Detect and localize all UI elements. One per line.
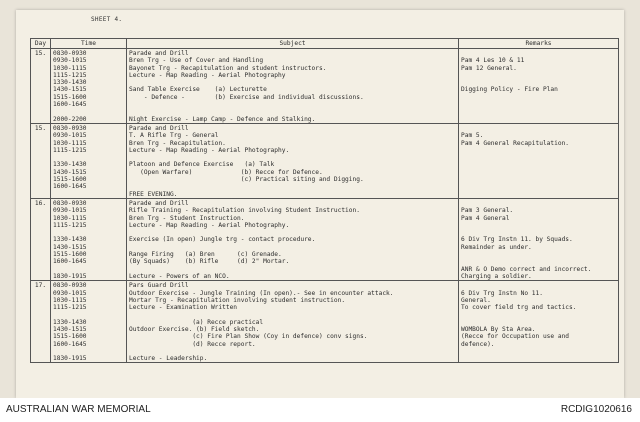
- subject-line: Lecture - Leadership.: [129, 355, 208, 363]
- table-row: [31, 123, 619, 198]
- remarks-line: [461, 50, 616, 57]
- subject-line: Range Firing (a) Bren (c) Grenade.: [129, 251, 282, 259]
- remarks-line: To cover field trg and tactics.: [461, 304, 577, 312]
- time-line: [53, 348, 124, 355]
- time-line: [53, 311, 124, 318]
- remarks-line: Pam 4 General Recapitulation.: [461, 139, 570, 147]
- subject-line: Lecture - Powers of an NCO.: [129, 272, 230, 280]
- table-header-row: [31, 39, 619, 49]
- time-line: 1515-1600: [53, 251, 87, 259]
- subject-line: [129, 348, 456, 355]
- remarks-cell: [459, 281, 619, 363]
- time-line: [53, 154, 124, 161]
- remarks-line: [461, 200, 616, 207]
- time-line: 0930-1015: [53, 289, 87, 297]
- remarks-line: [461, 79, 616, 86]
- subject-line: (Open Warfare) (b) Recce for Defence.: [129, 168, 323, 176]
- time-line: 1430-1515: [53, 168, 87, 176]
- remarks-line: 6 Div Trg Instn No 11.: [461, 289, 543, 297]
- subject-line: [129, 101, 456, 108]
- remarks-line: ANR & O Demo correct and incorrect.: [461, 265, 592, 273]
- day-cell: 17.: [31, 281, 51, 363]
- remarks-line: [461, 147, 616, 154]
- subject-line: [129, 311, 456, 318]
- remarks-line: 6 Div Trg Instn 11. by Squads.: [461, 236, 573, 244]
- time-line: 1600-1645: [53, 340, 87, 348]
- remarks-line: [461, 355, 616, 362]
- subject-line: (c) Practical siting and Digging.: [129, 176, 364, 184]
- remarks-line: [461, 282, 616, 289]
- time-line: 1430-1515: [53, 325, 87, 333]
- subject-line: Platoon and Defence Exercise (a) Talk: [129, 161, 275, 169]
- subject-line: Exercise (In open) Jungle trg - contact procedure.: [129, 236, 316, 244]
- remarks-line: [461, 176, 616, 183]
- subject-line: [129, 266, 456, 273]
- remarks-line: (Recce for Occupation use and: [461, 333, 570, 341]
- time-line: 1330-1430: [53, 318, 87, 326]
- subject-line: FREE EVENING.: [129, 190, 178, 198]
- time-line: 1030-1115: [53, 64, 87, 72]
- table-row: [31, 49, 619, 124]
- subject-cell: [127, 123, 459, 198]
- subject-line: Outdoor Exercise. (b) Field sketch.: [129, 325, 260, 333]
- remarks-line: [461, 169, 616, 176]
- time-line: 0830-0930: [53, 124, 87, 132]
- subject-line: Outdoor Exercise - Jungle Training (In open).- See in encounter attack.: [129, 289, 394, 297]
- subject-line: (a) Recce practical: [129, 318, 264, 326]
- time-line: [53, 108, 124, 115]
- remarks-line: [461, 258, 616, 265]
- header-subject: Subject: [127, 39, 459, 49]
- remarks-line: WOMBOLA By Sta Area.: [461, 325, 536, 333]
- day-cell: 16.: [31, 198, 51, 280]
- time-line: 0930-1015: [53, 207, 87, 215]
- remarks-line: [461, 101, 616, 108]
- subject-line: [129, 183, 456, 190]
- remarks-cell: [459, 123, 619, 198]
- remarks-cell: [459, 49, 619, 124]
- subject-line: (d) Recce report.: [129, 340, 256, 348]
- remarks-cell: [459, 198, 619, 280]
- subject-line: Parade and Drill: [129, 124, 189, 132]
- syllabus-table: [30, 38, 619, 363]
- subject-line: [129, 108, 456, 115]
- subject-line: Sand Table Exercise (a) Lecturette: [129, 86, 267, 94]
- subject-line: Bren Trg - Use of Cover and Handling: [129, 57, 264, 65]
- time-line: 1330-1430: [53, 236, 87, 244]
- time-line: 1430-1515: [53, 86, 87, 94]
- time-line: 1030-1115: [53, 214, 87, 222]
- time-line: 1115-1215: [53, 221, 87, 229]
- time-line: 1330-1430: [53, 161, 87, 169]
- remarks-line: [461, 183, 616, 190]
- archive-footer: [0, 398, 640, 422]
- subject-line: Night Exercise - Lamp Camp - Defence and Stalking.: [129, 115, 316, 123]
- time-line: 0830-0930: [53, 282, 87, 290]
- remarks-line: [461, 311, 616, 318]
- remarks-line: Pam 4 Les 10 & 11: [461, 57, 525, 65]
- remarks-line: [461, 251, 616, 258]
- table-row: [31, 198, 619, 280]
- subject-line: T. A Rifle Trg - General: [129, 132, 219, 140]
- remarks-line: [461, 108, 616, 115]
- subject-line: Bren Trg - Recapitulation.: [129, 139, 226, 147]
- remarks-line: [461, 125, 616, 132]
- time-line: 1515-1600: [53, 93, 87, 101]
- time-line: [53, 266, 124, 273]
- time-line: 1600-1645: [53, 258, 87, 266]
- time-line: 1115-1215: [53, 71, 87, 79]
- time-line: 1600-1645: [53, 101, 87, 109]
- subject-line: Lecture - Examination Written: [129, 304, 238, 312]
- time-line: 0930-1015: [53, 132, 87, 140]
- remarks-line: Remainder as under.: [461, 243, 532, 251]
- subject-line: Lecture - Map Reading - Aerial Photography.: [129, 146, 290, 154]
- time-line: 1115-1215: [53, 304, 87, 312]
- document-sheet: [16, 10, 624, 398]
- subject-line: Mortar Trg - Recapitulation involving student instruction.: [129, 296, 346, 304]
- time-line: 1330-1430: [53, 79, 87, 87]
- subject-cell: [127, 281, 459, 363]
- subject-line: (By Squads) (b) Rifle (d) 2" Mortar.: [129, 258, 290, 266]
- header-day: Day: [31, 39, 51, 49]
- time-cell: [51, 281, 127, 363]
- remarks-line: Digging Policy - Fire Plan: [461, 86, 558, 94]
- remarks-line: [461, 94, 616, 101]
- subject-line: Parade and Drill: [129, 50, 189, 57]
- time-line: 1830-1915: [53, 355, 87, 363]
- remarks-line: Pam 5.: [461, 132, 484, 140]
- remarks-line: Pam 12 General.: [461, 64, 517, 72]
- day-cell: 15.: [31, 49, 51, 124]
- remarks-line: [461, 191, 616, 198]
- time-line: 1030-1115: [53, 139, 87, 147]
- archive-name: AUSTRALIAN WAR MEMORIAL: [6, 404, 151, 415]
- remarks-line: Charging a soldier.: [461, 272, 532, 280]
- day-cell: 15.: [31, 123, 51, 198]
- table-row: [31, 281, 619, 363]
- remarks-line: Pam 3 General.: [461, 207, 514, 215]
- subject-line: Bayonet Trg - Recapitulation and student instructors.: [129, 64, 327, 72]
- time-line: 1600-1645: [53, 183, 87, 191]
- time-line: [53, 229, 124, 236]
- remarks-line: [461, 319, 616, 326]
- time-line: 1115-1215: [53, 146, 87, 154]
- time-line: 2000-2200: [53, 115, 87, 123]
- time-line: 0830-0930: [53, 199, 87, 207]
- time-line: 1515-1600: [53, 176, 87, 184]
- subject-line: Parade and Drill: [129, 199, 189, 207]
- time-cell: [51, 49, 127, 124]
- remarks-line: Pam 4 General: [461, 214, 510, 222]
- subject-line: Lecture - Map Reading - Aerial Photography.: [129, 221, 290, 229]
- remarks-line: defence).: [461, 340, 495, 348]
- time-line: 1030-1115: [53, 296, 87, 304]
- sheet-number: SHEET 4.: [91, 16, 123, 23]
- subject-line: - Defence - (b) Exercise and individual discussions.: [129, 93, 364, 101]
- subject-line: [129, 229, 456, 236]
- time-line: 0830-0930: [53, 50, 87, 57]
- time-line: 1830-1915: [53, 272, 87, 280]
- remarks-line: [461, 348, 616, 355]
- remarks-line: [461, 154, 616, 161]
- header-remarks: Remarks: [459, 39, 619, 49]
- remarks-line: General.: [461, 296, 491, 304]
- subject-line: [129, 154, 456, 161]
- subject-line: (c) Fire Plan Show (Coy in defence) conv signs.: [129, 333, 368, 341]
- remarks-line: [461, 161, 616, 168]
- remarks-line: [461, 72, 616, 79]
- time-line: 1515-1600: [53, 333, 87, 341]
- subject-line: Pars Guard Drill: [129, 282, 189, 290]
- remarks-line: [461, 229, 616, 236]
- remarks-line: [461, 116, 616, 123]
- subject-cell: [127, 49, 459, 124]
- time-line: [53, 191, 124, 198]
- subject-cell: [127, 198, 459, 280]
- subject-line: Rifle Training - Recapitulation involving Student Instruction.: [129, 207, 360, 215]
- subject-line: Bren Trg - Student Instruction.: [129, 214, 245, 222]
- remarks-line: [461, 222, 616, 229]
- archive-reference: RCDIG1020616: [560, 404, 632, 415]
- subject-line: Lecture - Map Reading - Aerial Photography: [129, 71, 286, 79]
- time-cell: [51, 123, 127, 198]
- time-line: 0930-1015: [53, 57, 87, 65]
- subject-line: [129, 244, 456, 251]
- header-time: Time: [51, 39, 127, 49]
- subject-line: [129, 79, 456, 86]
- time-cell: [51, 198, 127, 280]
- time-line: 1430-1515: [53, 243, 87, 251]
